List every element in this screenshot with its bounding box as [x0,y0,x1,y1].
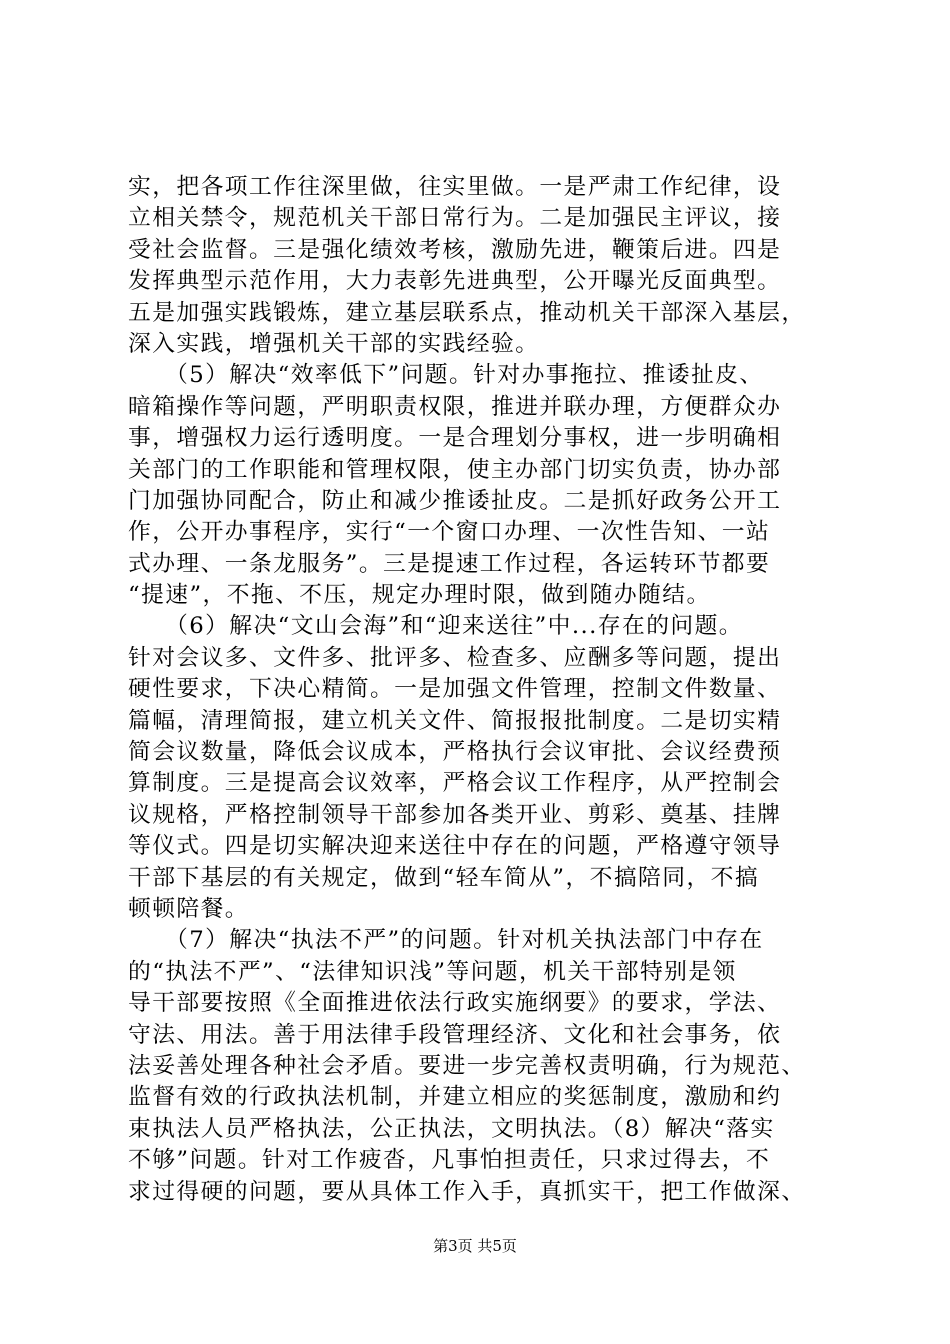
text-line: 束执法人员严格执法，公正执法，文明执法。（8）解决“落实 [128,1115,775,1142]
text-line: 深入实践，增强机关干部的实践经验。 [128,330,540,357]
text-line: 暗箱操作等问题，严明职责权限，推进并联办理，方便群众办 [128,393,782,420]
text-line: 导干部要按照《全面推进依法行政实施纲要》的要求，学法、 [128,990,782,1017]
text-line: 顿顿陪餐。 [128,895,249,922]
page-footer [0,1236,950,1256]
text-line: 篇幅，清理简报，建立机关文件、简报报批制度。二是切实精 [128,707,782,734]
text-line: 式办理、一条龙服务”。三是提速工作过程，各运转环节都要 [128,550,771,577]
text-line: 议规格，严格控制领导干部参加各类开业、剪彩、奠基、挂牌 [128,801,782,828]
text-line: （6）解决“文山会海”和“迎来送往”中...存在的问题。 [128,613,743,640]
text-line: 事，增强权力运行透明度。一是合理划分事权，进一步明确相 [128,425,782,452]
text-line: 法妥善处理各种社会矛盾。要进一步完善权责明确，行为规范、 [128,1052,806,1079]
text-line: 不够”问题。针对工作疲沓，凡事怕担责任，只求过得去，不 [128,1147,771,1174]
text-line: 关部门的工作职能和管理权限，使主办部门切实负责，协办部 [128,456,782,483]
text-line: 监督有效的行政执法机制，并建立相应的奖惩制度，激励和约 [128,1084,782,1111]
text-line: 求过得硬的问题，要从具体工作入手，真抓实干，把工作做深、 [128,1178,806,1205]
text-line: 门加强协同配合，防止和减少推诿扯皮。二是抓好政务公开工 [128,487,782,514]
page-number-label: 第3页 共5页 [433,1237,517,1255]
text-line: 立相关禁令，规范机关干部日常行为。二是加强民主评议，接 [128,205,782,232]
text-line: 受社会监督。三是强化绩效考核，激励先进，鞭策后进。四是 [128,236,782,263]
text-line: 的“执法不严”、“法律知识浅”等问题，机关干部特别是领 [128,958,737,985]
text-line: 针对会议多、文件多、批评多、检查多、应酬多等问题，提出 [128,644,782,671]
text-line: 五是加强实践锻炼，建立基层联系点，推动机关干部深入基层， [128,299,806,326]
text-line: 发挥典型示范作用，大力表彰先进典型，公开曝光反面典型。 [128,268,782,295]
text-line: （7）解决“执法不严”的问题。针对机关执法部门中存在 [128,927,764,954]
text-line: 作，公开办事程序，实行“一个窗口办理、一次性告知、一站 [128,519,771,546]
body-text [128,172,848,1208]
text-line: “提速”，不拖、不压，规定办理时限，做到随办随结。 [128,582,711,609]
text-line: 硬性要求，下决心精简。一是加强文件管理，控制文件数量、 [128,676,782,703]
text-line: 守法、用法。善于用法律手段管理经济、文化和社会事务，依 [128,1021,782,1048]
text-line: 实，把各项工作往深里做，往实里做。一是严肃工作纪律，设 [128,174,782,200]
text-line: 简会议数量，降低会议成本，严格执行会议审批、会议经费预 [128,739,782,766]
text-line: 干部下基层的有关规定，做到“轻车简从”，不搞陪同，不搞 [128,864,760,891]
text-line: 等仪式。四是切实解决迎来送往中存在的问题，严格遵守领导 [128,833,782,860]
text-line: 算制度。三是提高会议效率，严格会议工作程序，从严控制会 [128,770,782,797]
text-line: （5）解决“效率低下”问题。针对办事拖拉、推诿扯皮、 [128,362,764,389]
